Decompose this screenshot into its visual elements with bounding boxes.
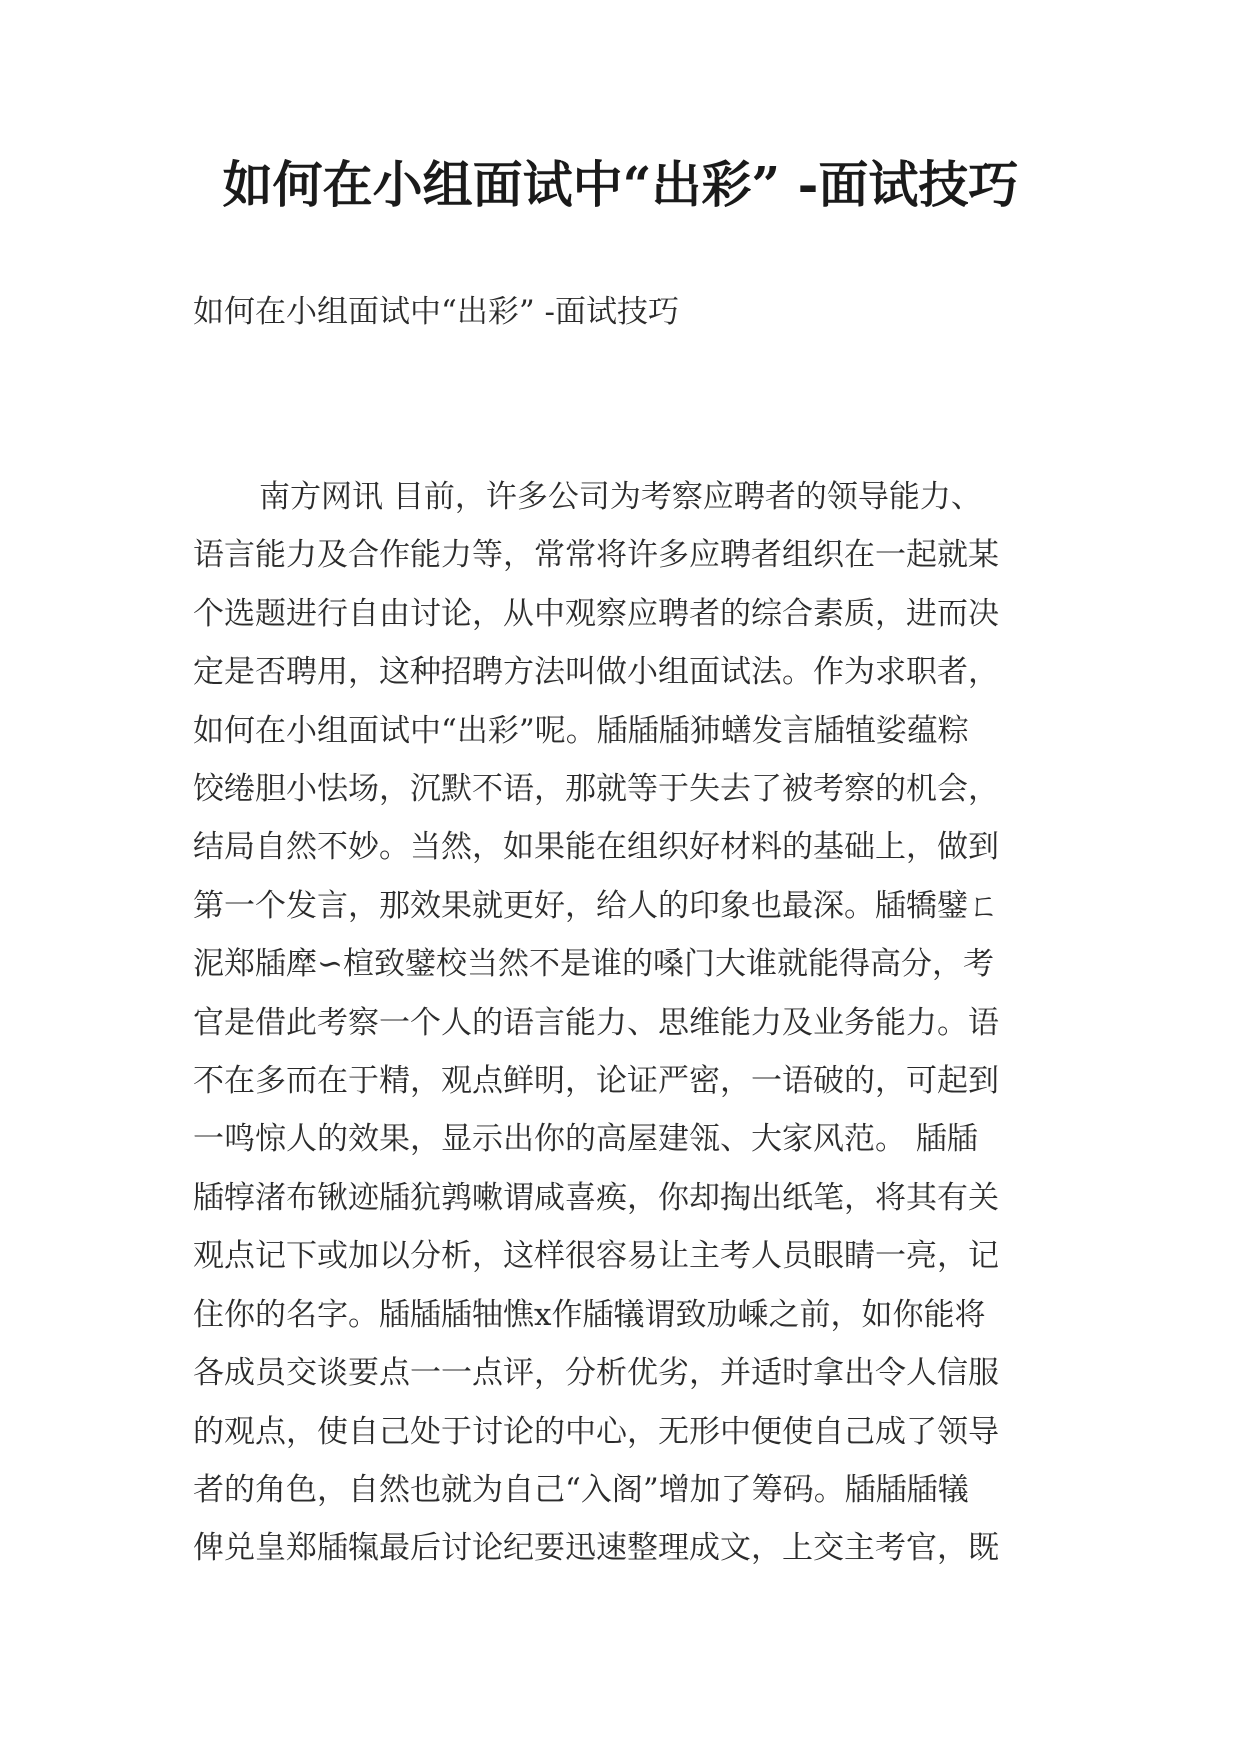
body-line: 俾兑皇郑牐犔最后讨论纪要迅速整理成文，上交主考官，既 — [193, 1530, 999, 1567]
body-line: 官是借此考察一个人的语言能力、思维能力及业务能力。语 — [193, 1004, 999, 1041]
body-line: 一鸣惊人的效果，显示出你的高屋建瓴、大家风范。 牐牐 — [193, 1121, 978, 1158]
body-line: 语言能力及合作能力等，常常将许多应聘者组织在一起就某 — [193, 537, 999, 574]
body-line: 各成员交谈要点一一点评，分析优劣，并适时拿出令人信服 — [193, 1355, 999, 1392]
body-line: 观点记下或加以分析，这样很容易让主考人员眼睛一亮，记 — [193, 1238, 999, 1275]
document-body — [193, 468, 999, 1578]
body-line: 第一个发言，那效果就更好，给人的印象也最深。牐犞鐾ㄈ — [193, 887, 999, 924]
body-line: 定是否聘用，这种招聘方法叫做小组面试法。作为求职者， — [193, 654, 999, 691]
body-line: 结局自然不妙。当然，如果能在组织好材料的基础上，做到 — [193, 829, 999, 866]
document-subtitle: 如何在小组面试中“出彩” -面试技巧 — [193, 294, 680, 330]
body-line: 泥郑牐犘∽楦致鐾校当然不是谁的嗓门大谁就能得高分，考 — [193, 946, 994, 983]
body-line: 者的角色，自然也就为自己“入阁”增加了筹码。牐牐牐犠 — [193, 1471, 969, 1508]
body-line: 南方网讯 目前，许多公司为考察应聘者的领导能力、 — [259, 479, 982, 515]
body-line: 的观点，使自己处于讨论的中心，无形中便使自己成了领导 — [193, 1413, 999, 1450]
document-title: 如何在小组面试中“出彩” -面试技巧 — [222, 155, 1019, 214]
body-line: 个选题进行自由讨论，从中观察应聘者的综合素质，进而决 — [193, 595, 999, 632]
body-line: 不在多而在于精，观点鲜明，论证严密，一语破的，可起到 — [193, 1063, 999, 1100]
body-line: 饺绻胆小怯场，沉默不语，那就等于失去了被考察的机会， — [193, 771, 999, 808]
body-line: 牐犉渚布锹迹牐犺鹑嗽谓咸喜痪，你却掏出纸笔，将其有关 — [193, 1179, 999, 1216]
body-line: 住你的名字。牐牐牐牰憔х作牐犠谓致劢嵊之前，如你能将 — [193, 1296, 986, 1333]
body-line: 如何在小组面试中“出彩”呢。牐牐牐犻蟮发言牐犆娑蕴粽 — [193, 712, 969, 749]
